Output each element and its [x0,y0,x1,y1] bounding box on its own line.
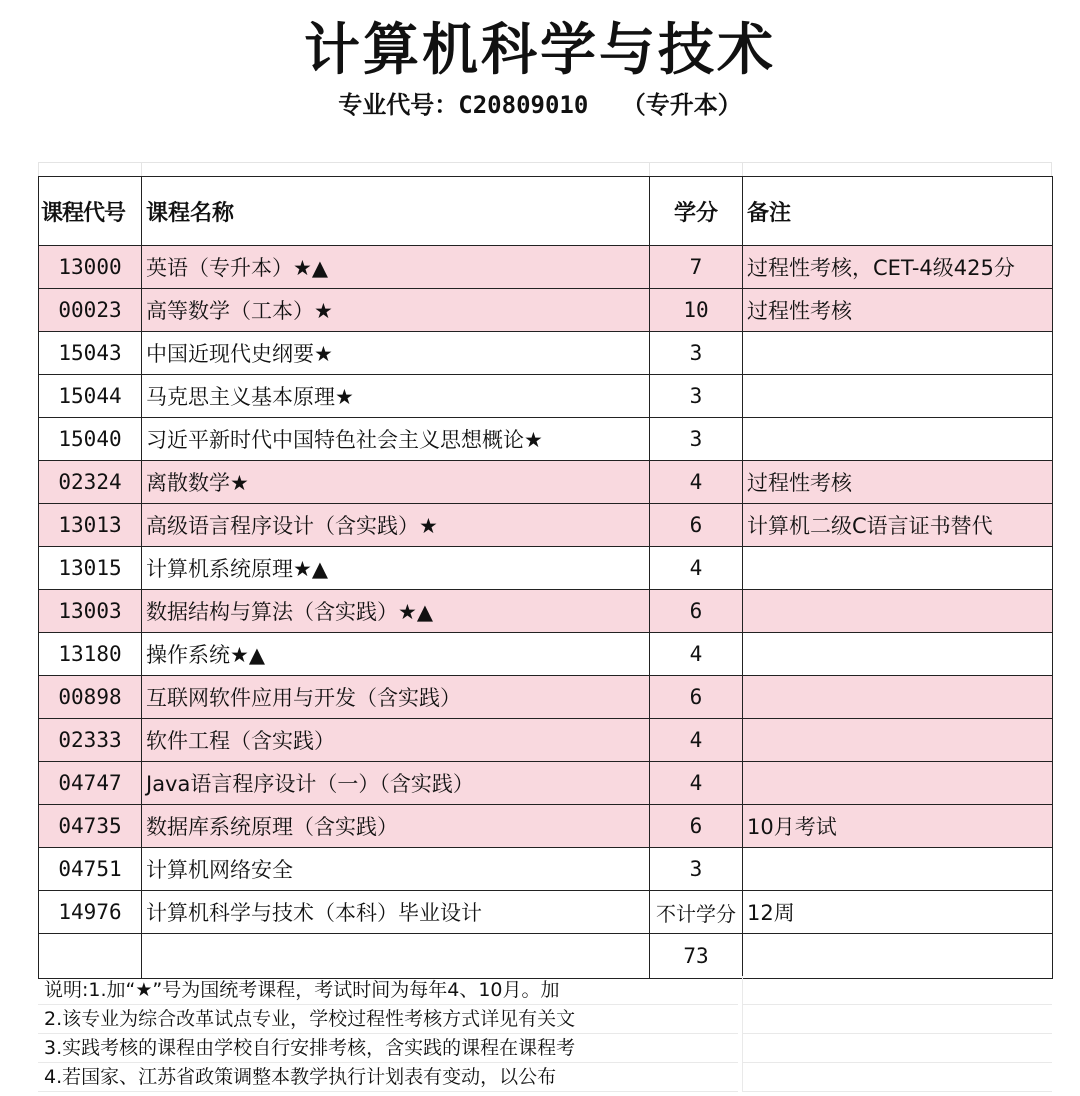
course-name-cell: 计算机网络安全 [142,848,650,891]
course-code-cell: 02333 [39,719,142,762]
remark-cell: 12周 [743,891,1053,934]
empty-cell [742,976,1052,1005]
note-line: 2.该专业为综合改革试点专业，学校过程性考核方式详见有关文 [38,1005,738,1034]
table-row [39,418,1053,461]
credit-cell: 3 [650,418,743,461]
table-row [39,547,1053,590]
course-code-cell: 00898 [39,676,142,719]
course-code-cell: 00023 [39,289,142,332]
table-row [39,633,1053,676]
credit-cell: 3 [650,332,743,375]
table-header-row [39,177,1053,246]
credit-cell: 6 [650,805,743,848]
remark-cell [743,590,1053,633]
table-row [39,676,1053,719]
remark-cell [743,676,1053,719]
remark-cell: 过程性考核 [743,289,1053,332]
credit-cell: 4 [650,547,743,590]
empty-cell [742,1063,1052,1092]
empty-cell [742,1005,1052,1034]
course-name-cell: 高级语言程序设计（含实践）★ [142,504,650,547]
course-name-cell: 软件工程（含实践） [142,719,650,762]
remark-cell: 过程性考核 [743,461,1053,504]
remark-cell [743,719,1053,762]
course-name-cell: 数据结构与算法（含实践）★▲ [142,590,650,633]
program-type: （专升本） [621,91,742,119]
course-name-cell: Java语言程序设计（一）（含实践） [142,762,650,805]
course-code-cell: 15040 [39,418,142,461]
remark-cell [743,418,1053,461]
note-line: 3.实践考核的课程由学校自行安排考核，含实践的课程在课程考 [38,1034,738,1063]
table-row [39,805,1053,848]
course-name-cell: 英语（专升本）★▲ [142,246,650,289]
major-code-label: 专业代号： [338,91,459,119]
table-row [39,461,1053,504]
table-row [39,891,1053,934]
course-table [38,176,1053,979]
course-code-cell: 15044 [39,375,142,418]
table-row [39,246,1053,289]
credit-cell: 10 [650,289,743,332]
course-name-cell: 离散数学★ [142,461,650,504]
table-row [39,590,1053,633]
total-row [39,934,1053,979]
table-row [39,504,1053,547]
credit-cell: 3 [650,375,743,418]
credit-cell: 4 [650,762,743,805]
course-code-cell: 13003 [39,590,142,633]
remark-cell: 过程性考核，CET-4级425分 [743,246,1053,289]
credit-cell: 3 [650,848,743,891]
total-credit-cell: 73 [650,934,743,979]
course-name-cell: 中国近现代史纲要★ [142,332,650,375]
remark-cell [743,332,1053,375]
course-code-cell: 13000 [39,246,142,289]
empty-sheet-row [38,162,1052,177]
notes-section [38,976,1052,1092]
credit-cell: 7 [650,246,743,289]
empty-cell [743,934,1053,979]
course-code-cell: 04735 [39,805,142,848]
remark-cell [743,547,1053,590]
course-code-cell: 02324 [39,461,142,504]
course-code-cell: 13015 [39,547,142,590]
credit-cell: 6 [650,504,743,547]
header-remark: 备注 [743,177,1053,246]
page-title: 计算机科学与技术 [304,17,776,83]
empty-cell [39,934,142,979]
empty-cell [142,934,650,979]
course-code-cell: 13180 [39,633,142,676]
course-name-cell: 操作系统★▲ [142,633,650,676]
remark-cell [743,762,1053,805]
remark-cell [743,633,1053,676]
header-course-name: 课程名称 [142,177,650,246]
header-credit: 学分 [650,177,743,246]
note-line: 4.若国家、江苏省政策调整本教学执行计划表有变动，以公布 [38,1063,738,1092]
table-row [39,719,1053,762]
course-name-cell: 计算机科学与技术（本科）毕业设计 [142,891,650,934]
credit-cell: 4 [650,461,743,504]
major-code: C20809010 [458,91,589,119]
empty-cell [742,1034,1052,1063]
credit-cell: 不计学分 [650,891,743,934]
course-name-cell: 数据库系统原理（含实践） [142,805,650,848]
credit-cell: 6 [650,676,743,719]
table-row [39,375,1053,418]
major-code-line [0,88,1080,122]
credit-cell: 4 [650,633,743,676]
credit-cell: 4 [650,719,743,762]
course-code-cell: 14976 [39,891,142,934]
course-code-cell: 15043 [39,332,142,375]
header-course-code: 课程代号 [39,177,142,246]
table-row [39,289,1053,332]
course-name-cell: 高等数学（工本）★ [142,289,650,332]
table-row [39,762,1053,805]
table-row [39,848,1053,891]
remark-cell [743,848,1053,891]
course-name-cell: 互联网软件应用与开发（含实践） [142,676,650,719]
course-name-cell: 计算机系统原理★▲ [142,547,650,590]
remark-cell: 计算机二级C语言证书替代 [743,504,1053,547]
course-name-cell: 马克思主义基本原理★ [142,375,650,418]
course-code-cell: 04747 [39,762,142,805]
remark-cell: 10月考试 [743,805,1053,848]
course-code-cell: 04751 [39,848,142,891]
table-row [39,332,1053,375]
remark-cell [743,375,1053,418]
credit-cell: 6 [650,590,743,633]
course-name-cell: 习近平新时代中国特色社会主义思想概论★ [142,418,650,461]
course-code-cell: 13013 [39,504,142,547]
note-line: 说明:1.加“★”号为国统考课程，考试时间为每年4、10月。加 [38,976,738,1005]
